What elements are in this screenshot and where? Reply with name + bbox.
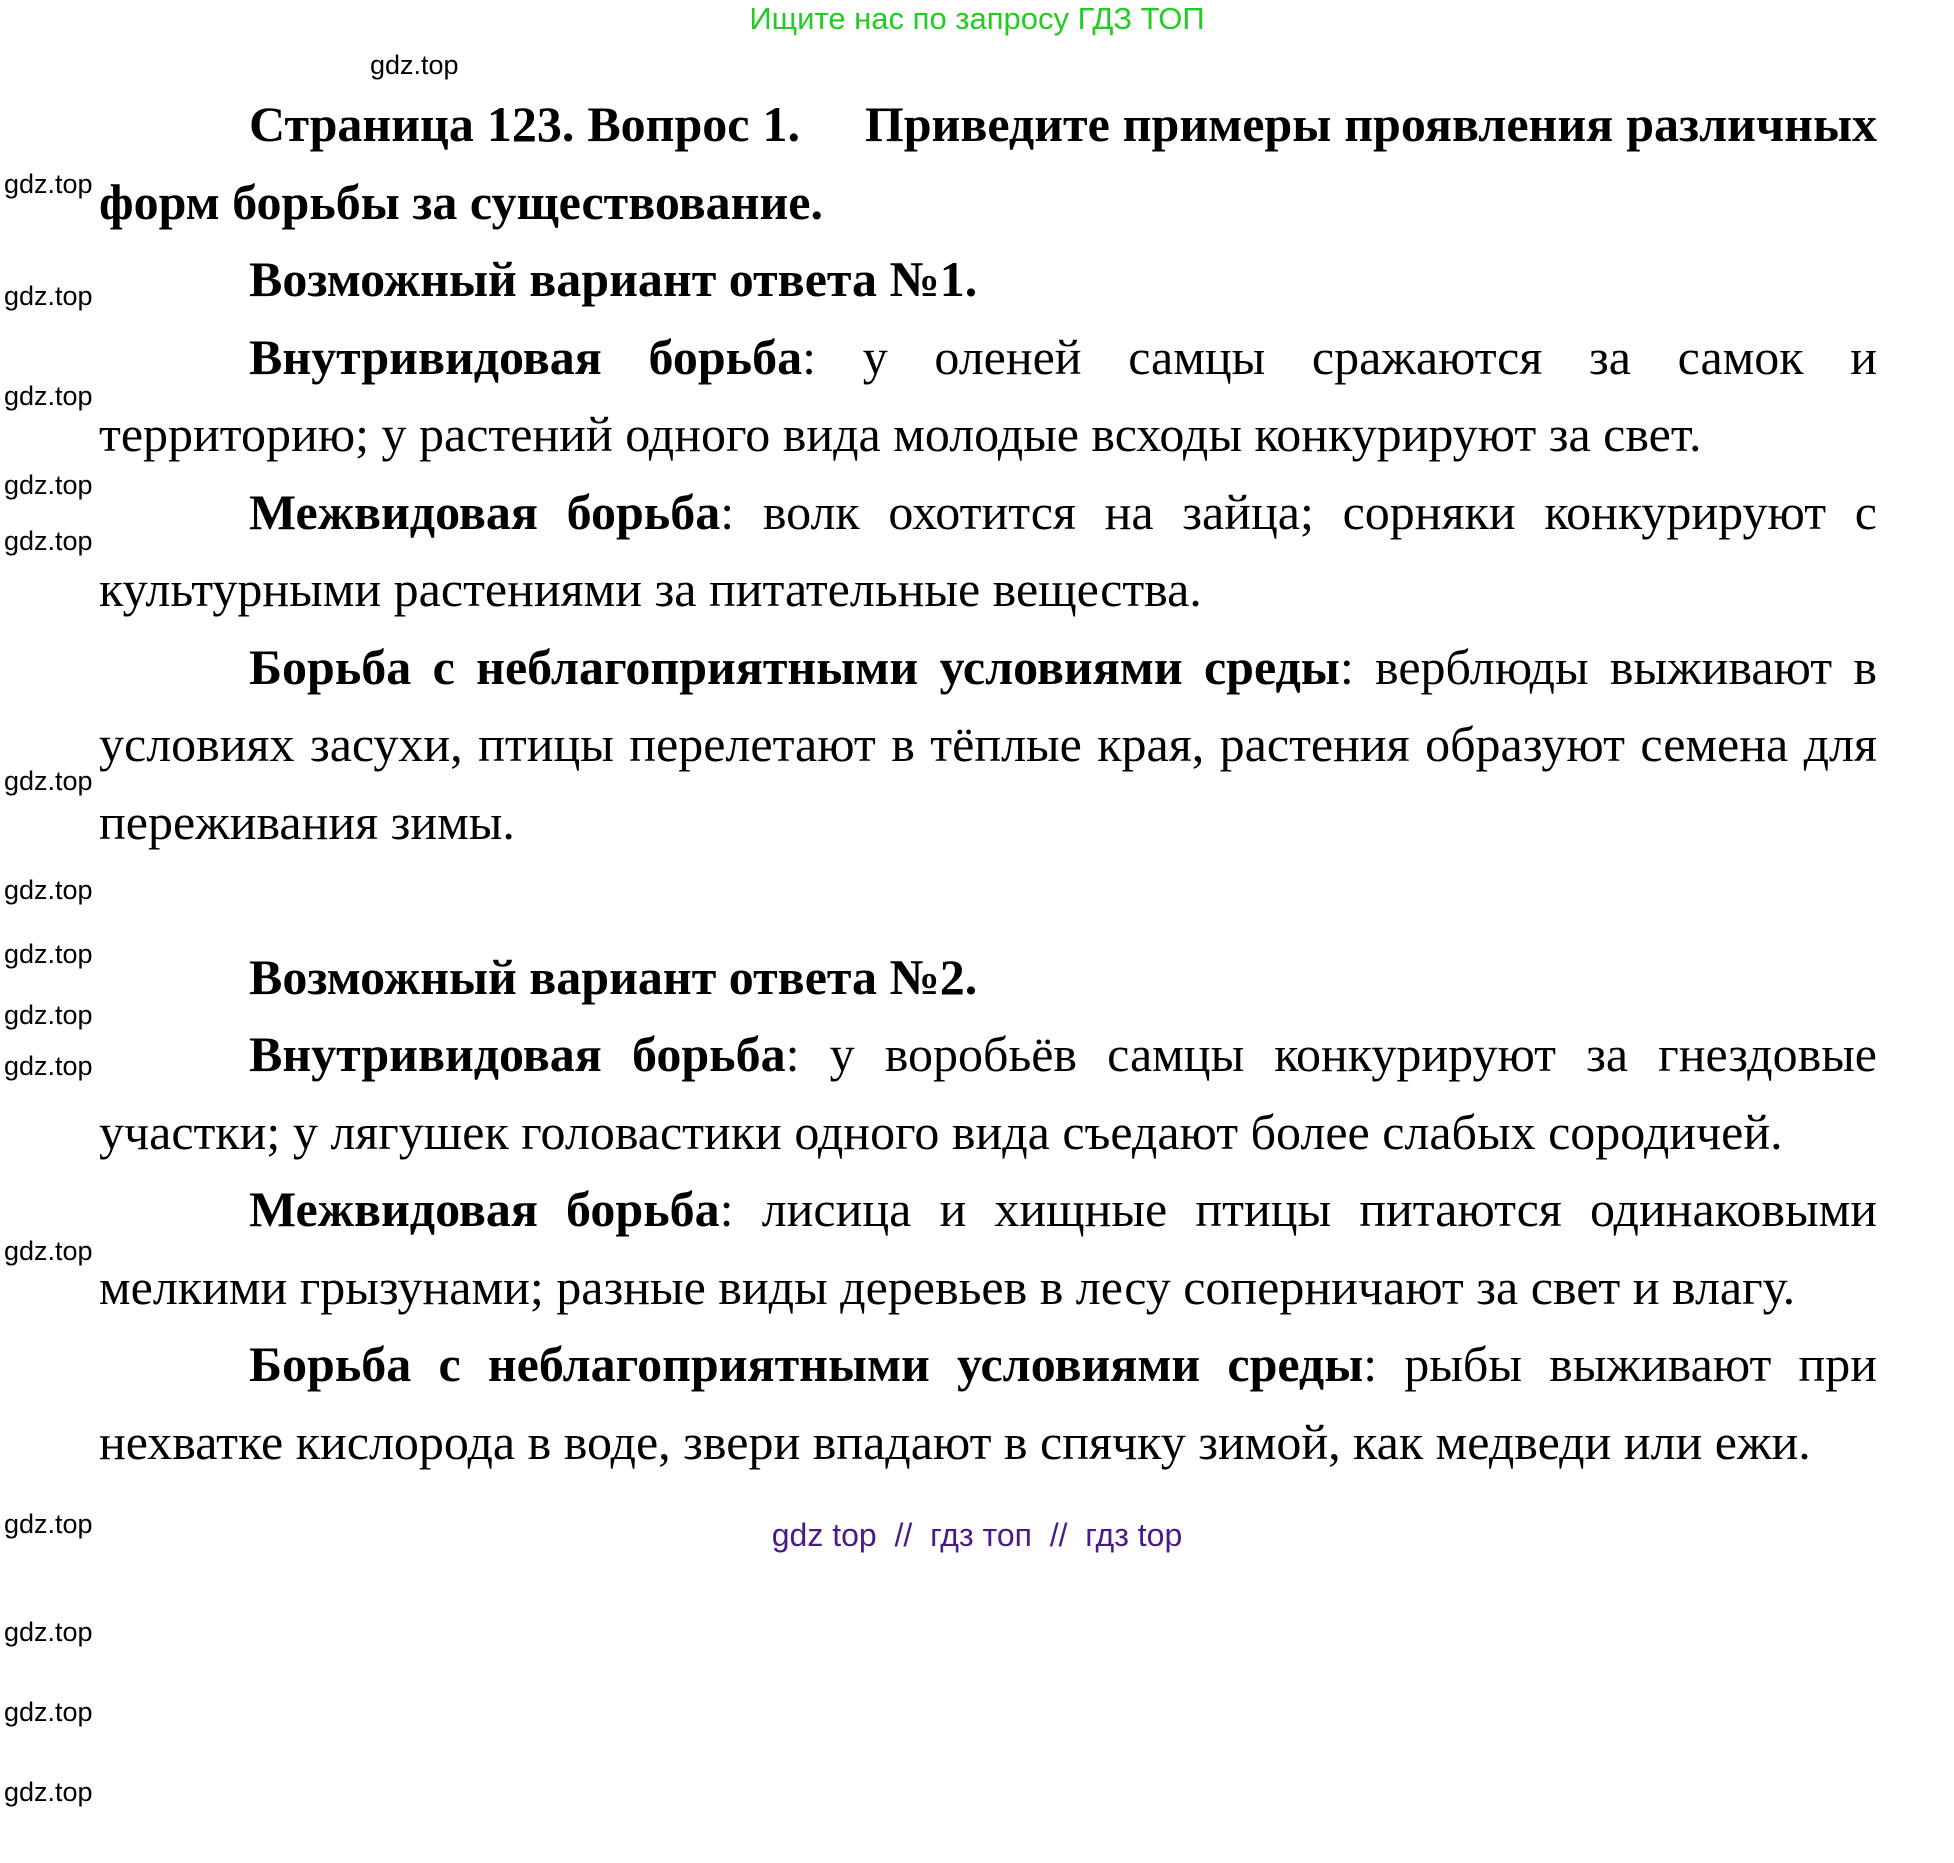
spacer (99, 861, 1877, 939)
watermark: gdz.top (4, 1617, 93, 1647)
answer-1-item: Межвидовая борьба: волк охотится на зайца; сорняки конкурируют с культурными растениями за питательные вещества. (99, 483, 1877, 617)
watermark: gdz.top (4, 281, 93, 311)
answer-2-item: Внутривидовая борьба: у воробьёв самцы конкурируют за гнездовые участки; у лягушек головастики одного вида съедают более слабых сородичей. (99, 1026, 1877, 1160)
answer-2-item: Борьба с неблагоприятными условиями среды: рыбы выживают при нехватке кислорода в воде, звери впадают в спячку зимой, как медведи или ежи. (99, 1336, 1877, 1470)
watermark: gdz.top (4, 1000, 93, 1030)
answer-1-item: Борьба с неблагоприятными условиями среды: верблюды выживают в условиях засухи, птицы перелетают в тёплые края, растения образуют семена для переживания зимы. (99, 638, 1877, 850)
watermark: gdz.top (4, 381, 93, 411)
watermark: gdz.top (4, 470, 93, 500)
watermark: gdz.top (4, 1697, 93, 1727)
watermark: gdz.top (4, 1051, 93, 1081)
watermark: gdz.top (4, 526, 93, 556)
watermark: gdz.top (4, 1509, 93, 1539)
watermark: gdz.top (4, 766, 93, 796)
watermark: gdz.top (4, 169, 93, 199)
footer-links: gdz top // гдз топ // гдз top (771, 1517, 1183, 1553)
page-flow (99, 86, 1877, 1554)
search-banner: Ищите нас по запросу ГДЗ ТОП (749, 1, 1205, 36)
watermark: gdz.top (4, 1777, 93, 1807)
answer-1-item: Внутривидовая борьба: у оленей самцы сражаются за самок и территорию; у растений одного вида молодые всходы конкурируют за свет. (99, 328, 1877, 462)
watermark: gdz.top (4, 875, 93, 905)
answer-2-title: Возможный вариант ответа №2. (249, 948, 978, 1005)
watermark: gdz.top (370, 50, 459, 80)
question-heading (99, 86, 1877, 241)
answer-1-title: Возможный вариант ответа №1. (249, 251, 978, 307)
answer-2-item: Межвидовая борьба: лисица и хищные птицы питаются одинаковыми мелкими грызунами; разные виды деревьев в лесу соперничают за свет и влагу. (99, 1181, 1878, 1315)
answer-content (99, 86, 1877, 1481)
watermark: gdz.top (4, 939, 93, 969)
question-text: Приведите примеры проявления различных форм борьбы за существование. (99, 96, 1877, 230)
question-label: Страница 123. Вопрос 1. (249, 96, 800, 152)
watermark: gdz.top (4, 1236, 93, 1266)
